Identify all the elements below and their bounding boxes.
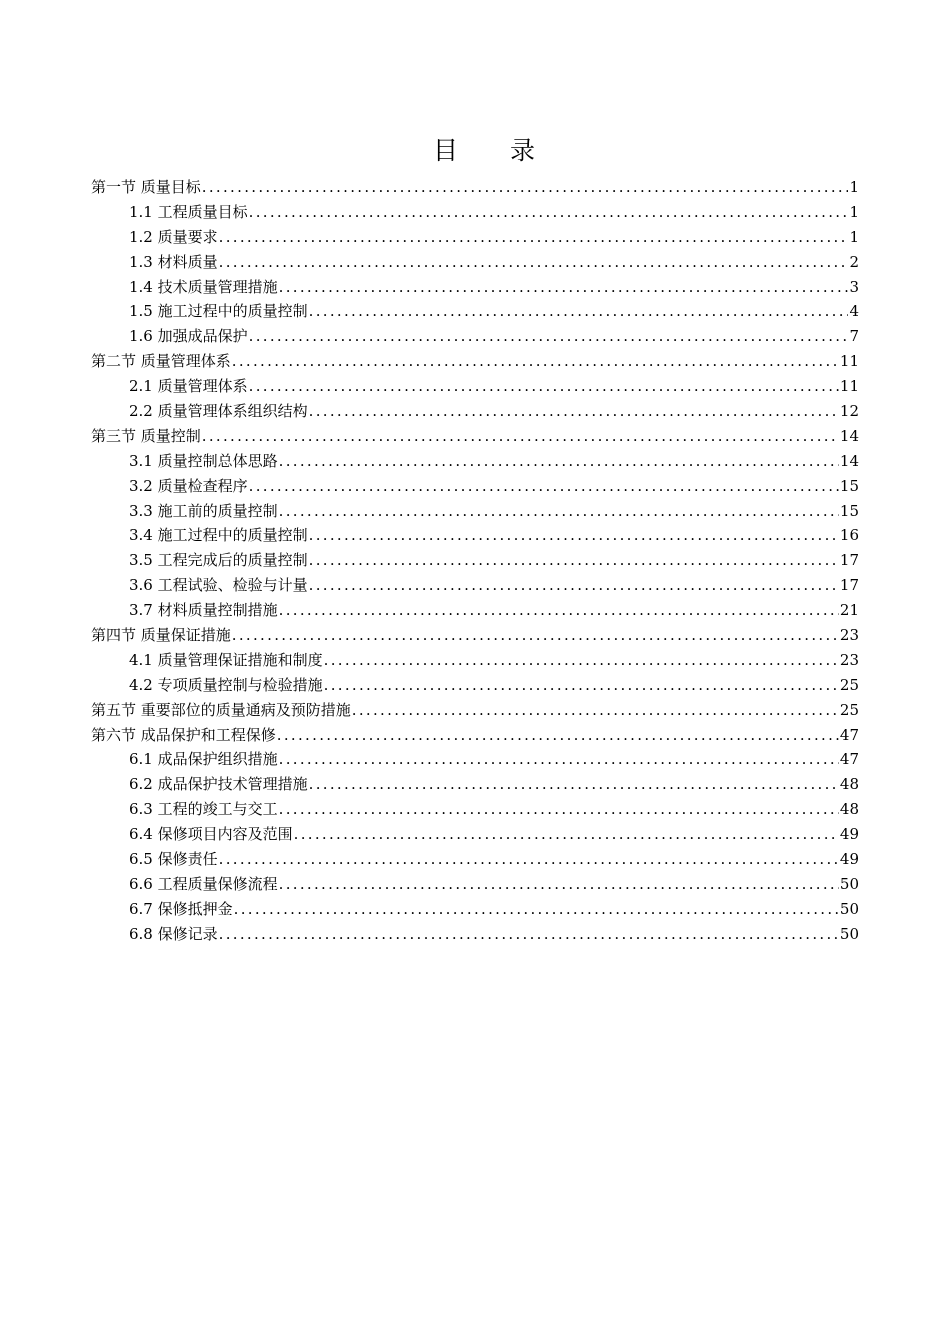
toc-dot-leader (279, 872, 839, 897)
toc-section-entry[interactable] (91, 698, 859, 723)
toc-page-number: 12 (839, 402, 859, 421)
toc-page-number: 17 (839, 576, 859, 595)
toc-page-number: 1 (849, 178, 859, 196)
toc-subsection-entry[interactable] (91, 648, 859, 673)
toc-subsection-entry[interactable] (91, 200, 859, 225)
toc-dot-leader (202, 175, 849, 200)
toc-entry-label: 3.3 施工前的质量控制 (129, 501, 278, 520)
toc-dot-leader (249, 200, 849, 225)
toc-dot-leader (279, 449, 839, 474)
toc-dot-leader (309, 299, 849, 324)
toc-page-number: 21 (839, 601, 859, 620)
toc-page-number: 23 (839, 626, 859, 645)
toc-page-number: 15 (839, 501, 859, 520)
toc-page-number: 14 (839, 451, 859, 470)
toc-subsection-entry[interactable] (91, 499, 859, 524)
toc-subsection-entry[interactable] (91, 847, 859, 872)
toc-page-number: 49 (839, 850, 859, 869)
toc-dot-leader (352, 698, 839, 723)
toc-dot-leader (309, 548, 839, 573)
toc-page-number: 11 (839, 352, 859, 371)
toc-subsection-entry[interactable] (91, 275, 859, 300)
toc-subsection-entry[interactable] (91, 772, 859, 797)
toc-subsection-entry[interactable] (91, 922, 859, 947)
toc-subsection-entry[interactable] (91, 250, 859, 275)
toc-entry-label: 第一节 质量目标 (91, 178, 201, 196)
toc-dot-leader (249, 324, 849, 349)
toc-entry-label: 第五节 重要部位的质量通病及预防措施 (91, 700, 351, 719)
toc-section-entry[interactable] (91, 623, 859, 648)
toc-page-number: 3 (849, 277, 859, 296)
toc-entry-label: 3.1 质量控制总体思路 (129, 451, 278, 470)
toc-entry-label: 6.1 成品保护组织措施 (129, 750, 278, 769)
toc-dot-leader (232, 349, 839, 374)
toc-page-number: 47 (839, 725, 859, 744)
toc-entry-label: 3.6 工程试验、检验与计量 (129, 576, 308, 595)
toc-dot-leader (219, 847, 839, 872)
toc-page-number: 25 (839, 675, 859, 694)
toc-entry-label: 6.3 工程的竣工与交工 (129, 800, 278, 819)
toc-page-number: 50 (839, 874, 859, 893)
toc-entry-label: 1.4 技术质量管理措施 (129, 277, 278, 296)
toc-dot-leader (279, 499, 839, 524)
toc-dot-leader (309, 573, 839, 598)
toc-entry-label: 1.2 质量要求 (129, 227, 218, 246)
toc-entry-label: 4.2 专项质量控制与检验措施 (129, 675, 323, 694)
toc-dot-leader (324, 648, 839, 673)
toc-dot-leader (219, 250, 849, 275)
toc-section-entry[interactable] (91, 175, 859, 200)
toc-dot-leader (202, 424, 839, 449)
toc-dot-leader (232, 623, 839, 648)
toc-page-number: 7 (849, 327, 859, 346)
toc-subsection-entry[interactable] (91, 474, 859, 499)
toc-entry-label: 1.3 材料质量 (129, 252, 218, 271)
toc-dot-leader (219, 922, 839, 947)
page-title: 目 录 (433, 136, 557, 165)
toc-entry-label: 2.1 质量管理体系 (129, 377, 248, 396)
toc-entry-label: 3.5 工程完成后的质量控制 (129, 551, 308, 570)
toc-entry-label: 6.6 工程质量保修流程 (129, 874, 278, 893)
toc-subsection-entry[interactable] (91, 324, 859, 349)
toc-page-number: 16 (839, 526, 859, 545)
toc-page-number: 1 (849, 227, 859, 246)
toc-page-number: 2 (849, 252, 859, 271)
toc-page-number: 17 (839, 551, 859, 570)
toc-entry-label: 2.2 质量管理体系组织结构 (129, 402, 308, 421)
toc-page-number: 1 (849, 202, 859, 221)
toc-subsection-entry[interactable] (91, 872, 859, 897)
toc-subsection-entry[interactable] (91, 598, 859, 623)
toc-page-number: 4 (849, 302, 859, 321)
toc-entry-label: 1.5 施工过程中的质量控制 (129, 302, 308, 321)
toc-dot-leader (234, 897, 839, 922)
toc-dot-leader (279, 797, 839, 822)
toc-page-number: 48 (839, 775, 859, 794)
toc-page-number: 50 (839, 924, 859, 943)
toc-page-number: 47 (839, 750, 859, 769)
toc-entry-label: 6.7 保修抵押金 (129, 899, 233, 918)
table-of-contents (91, 175, 859, 947)
toc-entry-label: 4.1 质量管理保证措施和制度 (129, 650, 323, 669)
toc-dot-leader (309, 523, 839, 548)
toc-page-number: 49 (839, 825, 859, 844)
toc-subsection-entry[interactable] (91, 374, 859, 399)
toc-subsection-entry[interactable] (91, 573, 859, 598)
toc-entry-label: 6.5 保修责任 (129, 850, 218, 869)
toc-page-number: 23 (839, 650, 859, 669)
toc-page-number: 11 (839, 377, 859, 396)
toc-section-entry[interactable] (91, 424, 859, 449)
toc-subsection-entry[interactable] (91, 822, 859, 847)
toc-subsection-entry[interactable] (91, 747, 859, 772)
toc-entry-label: 1.6 加强成品保护 (129, 327, 248, 346)
toc-dot-leader (249, 474, 839, 499)
toc-subsection-entry[interactable] (91, 299, 859, 324)
toc-section-entry[interactable] (91, 723, 859, 748)
toc-page-number: 14 (839, 426, 859, 445)
toc-subsection-entry[interactable] (91, 523, 859, 548)
toc-entry-label: 6.8 保修记录 (129, 924, 218, 943)
toc-subsection-entry[interactable] (91, 897, 859, 922)
toc-dot-leader (279, 598, 839, 623)
toc-dot-leader (324, 673, 839, 698)
toc-page-number: 48 (839, 800, 859, 819)
toc-entry-label: 6.4 保修项目内容及范围 (129, 825, 293, 844)
toc-page-number: 50 (839, 899, 859, 918)
toc-entry-label: 第二节 质量管理体系 (91, 352, 231, 371)
toc-subsection-entry[interactable] (91, 225, 859, 250)
toc-entry-label: 3.4 施工过程中的质量控制 (129, 526, 308, 545)
toc-dot-leader (249, 374, 839, 399)
toc-dot-leader (309, 399, 839, 424)
toc-dot-leader (294, 822, 839, 847)
toc-entry-label: 1.1 工程质量目标 (129, 202, 248, 221)
toc-dot-leader (279, 747, 839, 772)
toc-subsection-entry[interactable] (91, 673, 859, 698)
toc-entry-label: 6.2 成品保护技术管理措施 (129, 775, 308, 794)
toc-subsection-entry[interactable] (91, 548, 859, 573)
toc-section-entry[interactable] (91, 349, 859, 374)
toc-entry-label: 第三节 质量控制 (91, 426, 201, 445)
toc-dot-leader (309, 772, 839, 797)
toc-dot-leader (277, 723, 839, 748)
toc-entry-label: 第四节 质量保证措施 (91, 626, 231, 645)
toc-dot-leader (219, 225, 849, 250)
toc-page-number: 25 (839, 700, 859, 719)
toc-entry-label: 3.7 材料质量控制措施 (129, 601, 278, 620)
toc-page-number: 15 (839, 476, 859, 495)
toc-dot-leader (279, 275, 849, 300)
toc-subsection-entry[interactable] (91, 797, 859, 822)
toc-entry-label: 3.2 质量检查程序 (129, 476, 248, 495)
toc-subsection-entry[interactable] (91, 399, 859, 424)
toc-entry-label: 第六节 成品保护和工程保修 (91, 725, 276, 744)
toc-subsection-entry[interactable] (91, 449, 859, 474)
